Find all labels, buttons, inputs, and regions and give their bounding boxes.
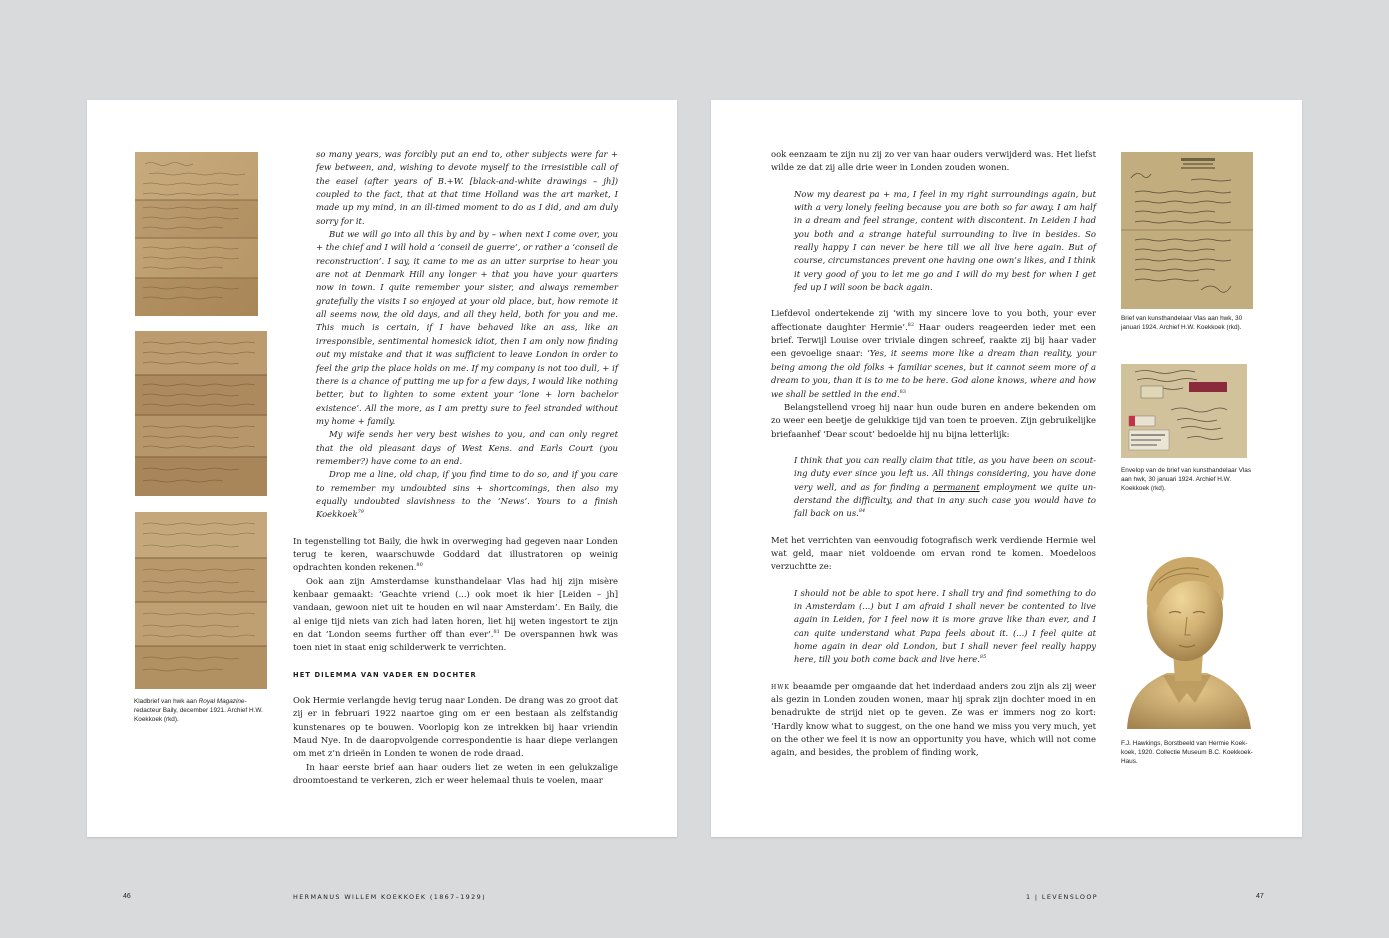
letter-image-3 [135,512,267,689]
main-text-column [293,148,618,787]
paragraph: ook eenzaam te zijn nu zij zo ver van haar ouders verwijderd was. Het liefst wilde ze dat zij alle drie weer in Londen zouden wonen. [771,149,1096,173]
left-page [87,100,677,901]
footnote-ref: 81 [493,629,500,636]
paragraph: Met het verrichten van eenvoudig fotografisch werk verdiende Hermie wel wat geld, maar niet voldoende om ervan rond te komen. Moedeloos verzuchtte ze: [771,534,1096,572]
footnote-ref: 83 [899,388,906,395]
page-number: 46 [123,893,131,900]
bust-image [1119,543,1255,733]
block-quote: I should not be able to spot here. I shall try and find something to do in Amsterdam (...) but I am afraid I shall never be contented to live again in Leiden, for I feel now it is more grave like than ever, and I can quite understand what Papa feels about it. (...) I feel quite at home again in dear old London, but I shall never feel really happy here, till you both come back and live here.$^{85}$ [794,587,1096,665]
image-caption: F.J. Hawkings, Borstbeeld van Hermie Koekkoek, 1920. Collectie Museum B.C. Koekkoek-Haus. [1121,740,1253,766]
main-text-column [771,148,1096,760]
footnote-ref: 80 [416,562,423,569]
paragraph: In tegenstelling tot Baily, die hwk in overweging had gegeven naar Londen terug te keren, waarschuwde Goddard dat illustratoren op weinig opdrachten konden rekenen.$^{80}$ [293,535,618,573]
block-quote [293,148,618,522]
paragraph: Ook aan zijn Amsterdamse kunsthandelaar Vlas had hij zijn misère kenbaar gemaakt: ‘Geachte vriend (...) ook moet ik hier [Leiden – jh] vandaan, gewoon niet uit te houden en wil naar Amsterdam’. En Baily, die al enige tijd niets van zich had laten horen, liet hij weten ingestort te zijn en dat ‘London seems further off than ever’.$^{81}$ De overspannen hwk was toen niet in staat enig schilderwerk te verrichten. [293,575,618,653]
envelope-icon [1121,364,1247,458]
handwritten-letter-page-icon [135,512,267,689]
running-head: 1 | LEVENSLOOP [1026,893,1098,901]
quote-paragraph: But we will go into all this by and by – when next I come over, you + the chief and I will hold a ‘conseil de guerre’, or rather a ‘conseil de reconstruction’. I say, it came to me as an utter surprise to hear you are not at Denmark Hill any longer + that you have your quarters now in town. I quite remember your sister, and always remember gratefully the visits I so enjoyed at your old place, but, how remote it all seems now, the old days, and all they held, both for you and me. This much is certain, if I have behaved like an ass, like an irresponsible, sentimental homesick idiot, then I am only now finding out my mistake and that it was sufficient to leave London in order to feel the grip the place holds on me. If my company is not too dull, + if there is a chance of putting me up for a few days, I would like nothing better, but to lighten to some extent your ‘lone + lorn bachelor existence’. All the more, as I am pretty sure to feel stranded without my home + family. [316,229,618,426]
paragraph: hwk beaamde per omgaande dat het inderdaad anders zou zijn als zij weer als gezin in Londen zouden wonen, maar hij sprak zijn dochter moed in en benadrukte de strijd niet op te geven. Ze was er immers nog zo kort: ‘Hardly know what to suggest, on the one hand we miss you very much, yet on the other we feel it is now an opportunity you have, which will not come again, and besides, the problem of finding work, [771,680,1096,758]
handwritten-letter-page-icon [135,152,258,316]
letter-image-2 [135,331,267,496]
handwritten-letter-page-icon [135,331,267,496]
footnote-ref: 84 [858,508,866,515]
page-number: 47 [1256,893,1264,900]
paragraph: Ook Hermie verlangde hevig terug naar Londen. De drang was zo groot dat zij er in februari 1922 naartoe ging om er een bestaan als zelfstandig kunstenares op te bouwen. Voorlopig kon ze intrekken bij haar vriendin Maud Nye. In de daaropvolgende correspondentie is haar diepe verlangen om met z’n drieën in Londen te wonen de rode draad. [293,695,618,759]
letter-image-1 [135,152,258,316]
bust-sculpture-icon [1119,543,1255,733]
right-page [711,100,1302,901]
paragraph: Liefdevol ondertekende zij ‘with my sincere love to you both, your ever affectionate daughter Hermie’.$^{82}$ Haar ouders reageerden ieder met een brief. Terwijl Louise over triviale dingen schreef, raakte zij bij haar vader een gevoelige snaar: ‘Yes, it seems more like a dream than reality, your being among the old folks + familiar scenes, but it cannot seem more of a dream to you, than it is to me to be here. God alone knows, where and how we shall be settled in the end.$^{83}$ [771,308,1096,399]
running-head: HERMANUS WILLEM KOEKKOEK (1867–1929) [293,893,486,901]
image-caption: Brief van kunsthandelaar Vlas aan hwk, 30 januari 1924. Archief H.W. Koekkoek (rkd). [1121,315,1243,332]
quote-paragraph: My wife sends her very best wishes to you, and can only regret that the old pleasant days of West Kens. and Earls Court (you remember?) have come to an end. [316,429,618,466]
section-heading: HET DILEMMA VAN VADER EN DOCHTER [293,670,477,679]
block-quote: Now my dearest pa + ma, I feel in my right surroundings again, but with a very lonely feeling because you are both so far away. I am half in a dream and feel strange, content with discontent. In Leiden I had you both and a strange hateful surrounding to live in besides. So really happy I can never be here till we all live here again. But of course, circumstances prevent one having one own’s likes, and I think it very good of you to let me go and I will do my best for when I get fed up I will soon be back again. [794,188,1096,293]
footnote-ref: 79 [357,509,364,516]
quote-paragraph: so many years, was forcibly put an end to, other subjects were far + few between, and, wishing to devote myself to the irresistible call of the easel (after years of B.+W. [black-and-white drawings – jh]) coupled to the fact, that at that time Holland was the art market, I made up my mind, in an ill-timed moment to do as I did, and am duly sorry for it. [316,149,618,226]
image-caption: Kladbrief van hwk aan Royal Magazine-redacteur Baily, december 1921. Archief H.W. Koekkoek (rkd). [134,698,263,724]
paragraph: Belangstellend vroeg hij naar hun oude buren en andere bekenden om zo weer een beetje de gelukkige tijd van toen te proeven. Zijn gebruikelijke briefaanhef ‘Dear scout’ bedoelde hij nu bijna letterlijk: [771,401,1096,439]
footnote-ref: 82 [907,321,915,328]
block-quote: I think that you can really claim that title, as you have been on scouting duty ever since you left us. All things considering, you have done very well, and as for finding a permanent employment we quite understand the difficulty, and that in any such case you would have to fall back on us.$^{84}$ [794,454,1096,519]
letter-image [1121,152,1253,309]
footnote-ref: 85 [979,654,987,661]
image-caption: Envelop van de brief van kunsthandelaar Vlas aan hwk, 30 januari 1924. Archief H.W. Koekkoek (rkd). [1121,467,1252,493]
quote-paragraph: Drop me a line, old chap, if you find time to do so, and if you care to remember my undoubted sins + shortcomings, then also my equally undoubted slavishness to the ‘News’. Yours to a finish Koekkoek$^{79}$ [316,469,618,520]
letter-document-icon [1121,152,1253,309]
paragraph: In haar eerste brief aan haar ouders liet ze weten in een gelukzalige droomtoestand te verkeren, zich er weer helemaal thuis te voelen, maar [293,761,618,786]
envelope-image [1121,364,1247,458]
